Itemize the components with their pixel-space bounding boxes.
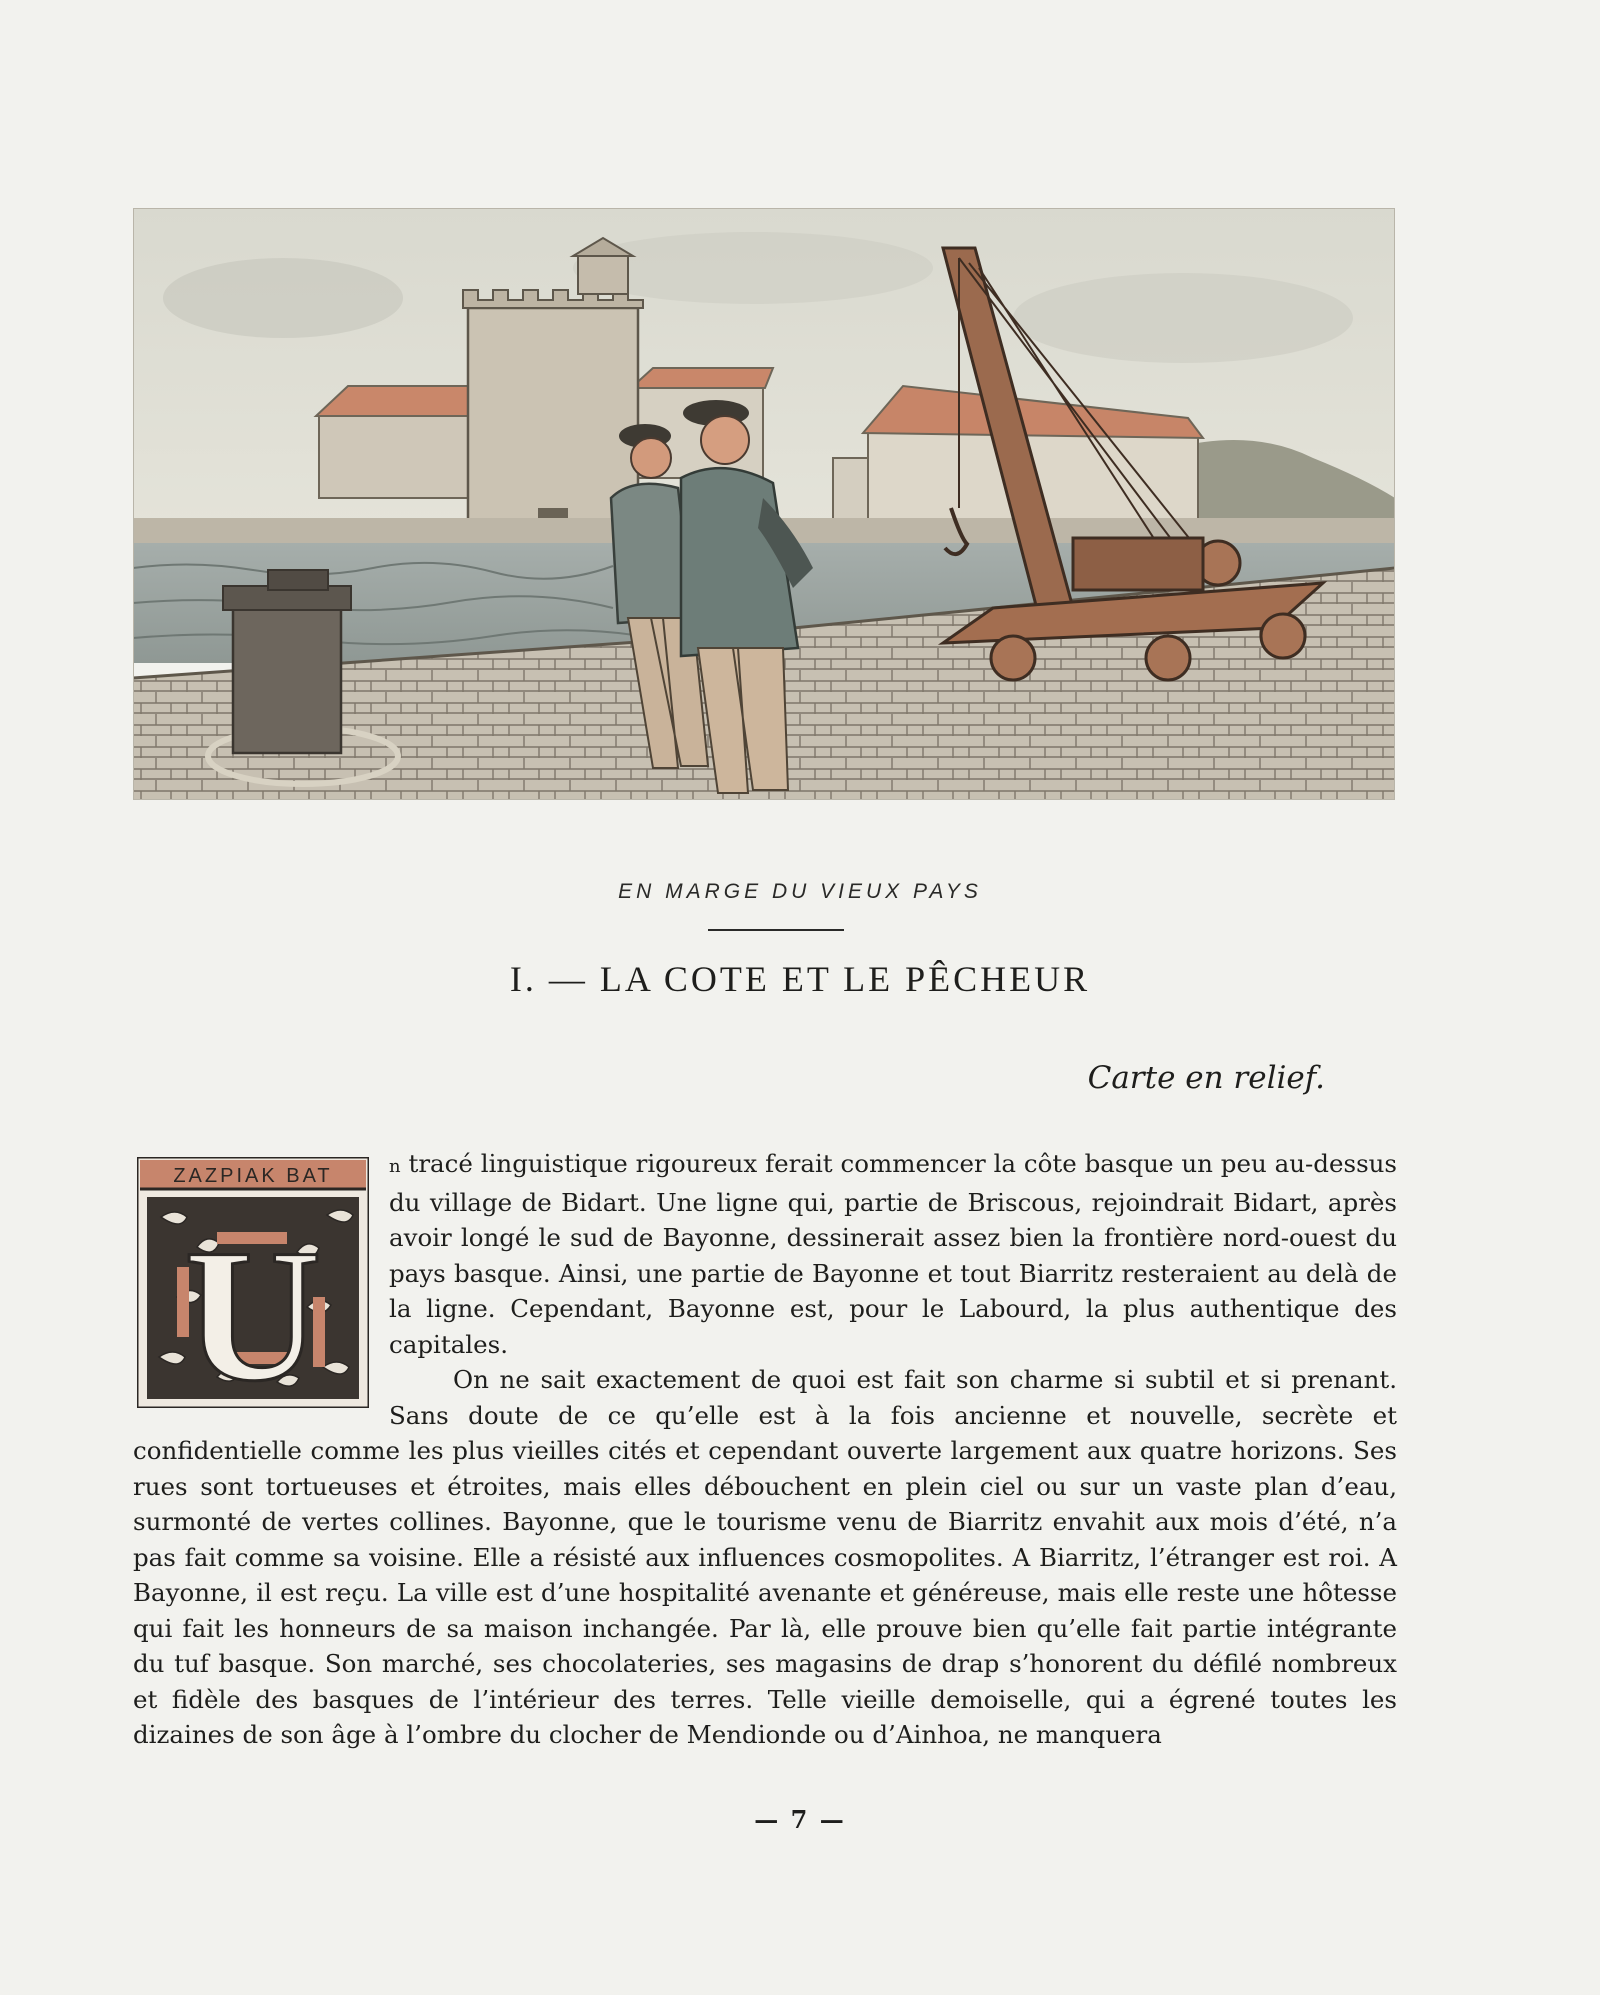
page-number: — 7 — — [754, 1805, 846, 1834]
dropcap-letter: U — [184, 1211, 322, 1408]
paragraph-2: On ne sait exactement de quoi est fait son charme si subtil et si prenant. Sans doute de ce qu’elle est à la fois ancienne et nouvelle, secrète et confidentielle comme les plus vieilles cités et cependant ouverte largement aux quatre horizons. Ses rues sont tortueuses et étroites, mais elles débouchent en plein ciel ou sur un vaste plan d’eau, surmonté de vertes collines. Bayonne, que le tourisme venu de Biarritz envahit aux mois d’été, n’a pas fait comme sa voisine. Elle a résisté aux influences cosmopolites. A Biarritz, l’étranger est roi. A Bayonne, il est reçu. La ville est d’une hospitalité avenante et généreuse, mais elle reste une hôtesse qui fait les honneurs de sa maison inchangée. Par là, elle prouve bien qu’elle fait partie intégrante du tuf basque. Son marché, ses chocolateries, ses magasins de drap s’honorent du défilé nombreux et fidèle des basques de l’intérieur des terres. Telle vieille demoiselle, qui a égrené toutes les dizaines de son âge à l’ombre du clocher de Mendionde ou d’Ainhoa, ne manquera — [133, 1365, 1397, 1749]
body-text — [133, 1146, 1397, 1753]
paragraph-1-text: tracé linguistique rigoureux ferait commencer la côte basque un peu au-dessus du village de Bidart. Une ligne qui, partie de Briscous, rejoindrait Bidart, après avoir longé le sud de Bayonne, dessinerait assez bien la frontière nord-ouest du pays basque. Ainsi, une partie de Bayonne et tout Biarritz resteraient au delà de la ligne. Cependant, Bayonne est, pour le Labourd, la plus authentique des capitales. — [389, 1149, 1397, 1359]
title-rule — [708, 929, 844, 931]
dropcap-banner-text: ZAZPIAK BAT — [173, 1165, 333, 1187]
paragraph-1-lead: n — [389, 1156, 401, 1177]
section-subtitle: Carte en relief. — [1087, 1060, 1325, 1096]
harbor-illustration — [133, 208, 1395, 800]
running-title: EN MARGE DU VIEUX PAYS — [618, 880, 982, 903]
chapter-title: I. — LA COTE ET LE PÊCHEUR — [509, 959, 1091, 999]
